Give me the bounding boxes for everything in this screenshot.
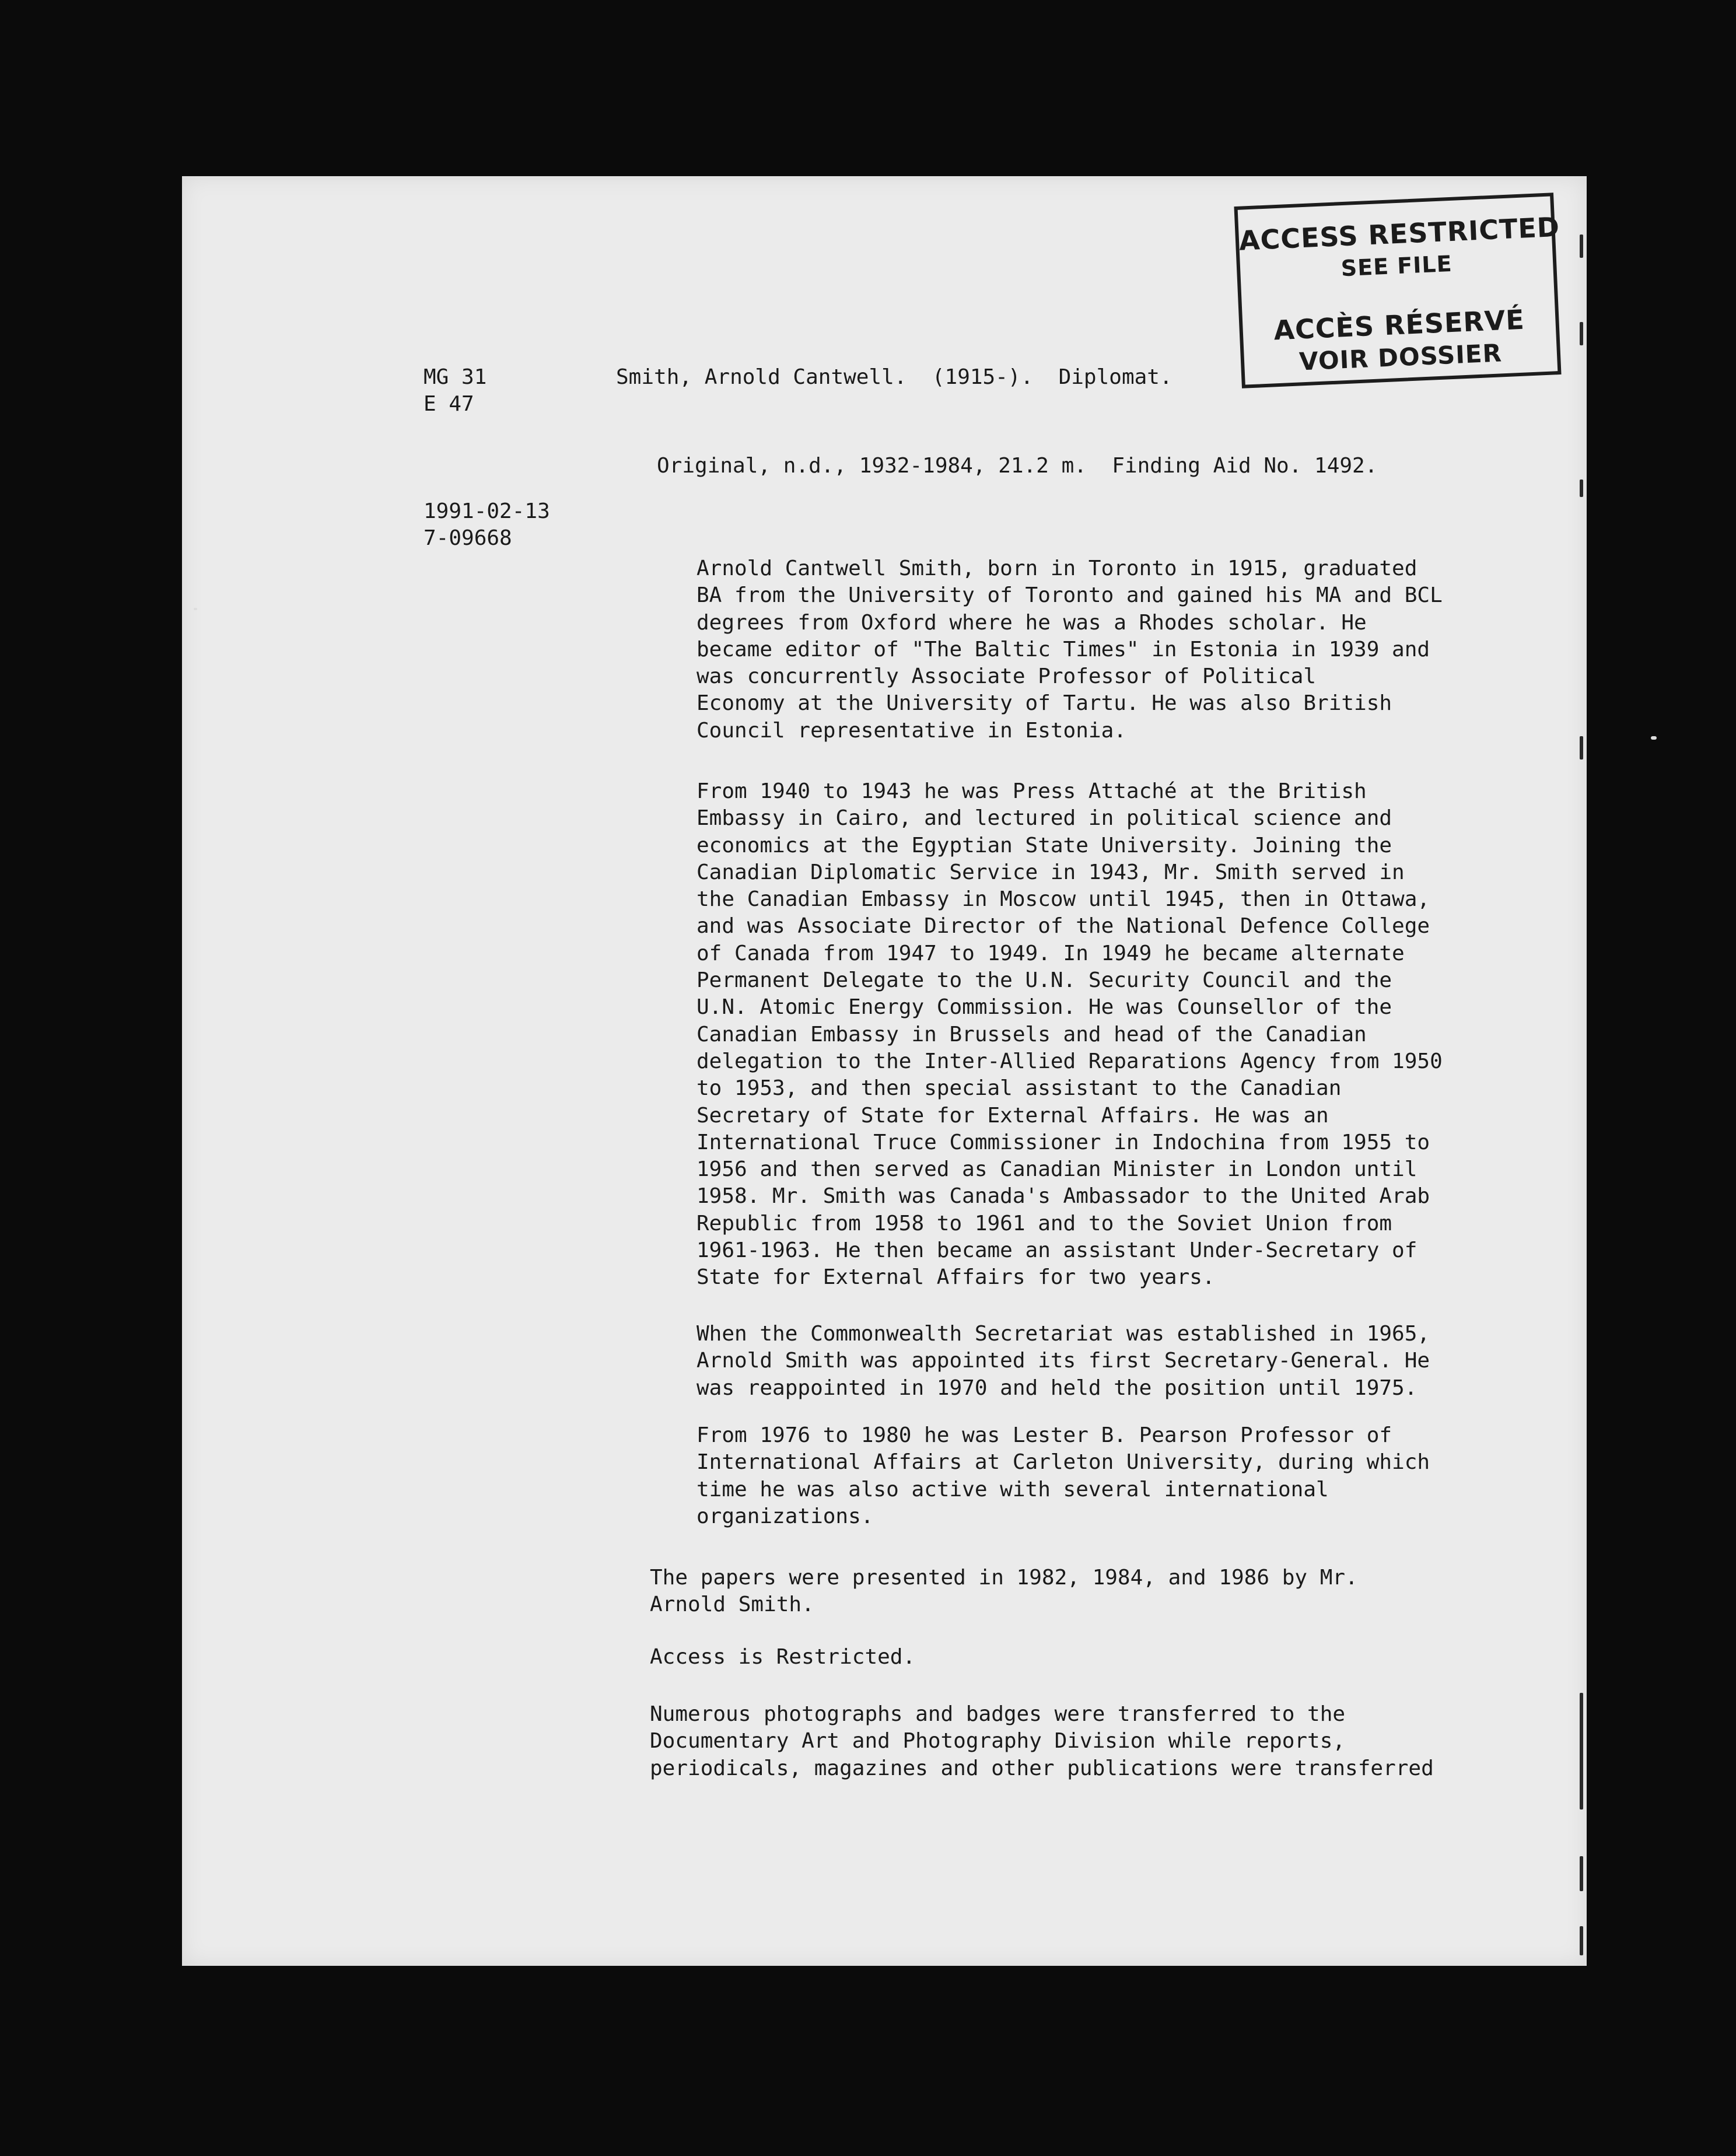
biography-paragraph-3: When the Commonwealth Secretariat was established in 1965, Arnold Smith was appointed its first Secretary-General. He was reappointed in 1970 and held the position until 1975. [696, 1322, 1430, 1400]
dust-speck [194, 608, 197, 610]
stamp-line-4: VOIR DOSSIER [1298, 338, 1503, 376]
edge-mark [1580, 736, 1583, 760]
edge-mark [1580, 1926, 1583, 1955]
edge-mark [1580, 1693, 1583, 1810]
record-title: Smith, Arnold Cantwell. (1915-). Diplomat. [616, 365, 1172, 389]
stamp-line-1: ACCESS RESTRICTED [1238, 211, 1561, 257]
dust-speck [1651, 736, 1657, 740]
fonds-code-line-1: MG 31 [424, 365, 487, 389]
transfer-paragraph: Numerous photographs and badges were transferred to the Documentary Art and Photography Division while reports, periodicals, magazines and other publications were transferred [650, 1702, 1434, 1780]
accession-number: 7-09668 [424, 526, 512, 550]
stamp-line-3: ACCÈS RÉSERVÉ [1273, 303, 1525, 346]
edge-mark [1580, 235, 1583, 258]
biography-paragraph-1: Arnold Cantwell Smith, born in Toronto in 1915, graduated BA from the University of Toronto and gained his MA and BCL degrees from Oxford where he was a Rhodes scholar. He became editor of "The Baltic Times" in Estonia in 1939 and was concurrently Associate Professor of Political Economy at the University of Tartu. He was also British Council representative in Estonia. [696, 556, 1443, 743]
edge-mark [1580, 480, 1583, 497]
provenance-paragraph: The papers were presented in 1982, 1984, and 1986 by Mr. Arnold Smith. [650, 1566, 1358, 1617]
extent-line: Original, n.d., 1932-1984, 21.2 m. Finding Aid No. 1492. [657, 454, 1378, 478]
document-page [182, 176, 1587, 1966]
fonds-code-line-2: E 47 [424, 392, 474, 416]
edge-mark [1580, 322, 1583, 345]
access-paragraph: Access is Restricted. [650, 1645, 916, 1669]
edge-mark [1580, 1856, 1583, 1891]
biography-paragraph-4: From 1976 to 1980 he was Lester B. Pearson Professor of International Affairs at Carleton University, during which time he was also active with several international organizations. [696, 1423, 1430, 1528]
accession-date: 1991-02-13 [424, 499, 550, 523]
stamp-line-2: SEE FILE [1340, 250, 1453, 282]
access-restricted-stamp [1234, 192, 1561, 388]
biography-paragraph-2: From 1940 to 1943 he was Press Attaché at the British Embassy in Cairo, and lectured in political science and economics at the Egyptian State University. Joining the Canadian Diplomatic Service in 1943, Mr. Smith served in the Canadian Embassy in Moscow until 1945, then in Ottawa, and was Associate Director of the National Defence College of Canada from 1947 to 1949. In 1949 he became alternate Permanent Delegate to the U.N. Security Council and the U.N. Atomic Energy Commission. He was Counsellor of the Canadian Embassy in Brussels and head of the Canadian delegation to the Inter-Allied Reparations Agency from 1950 to 1953, and then special assistant to the Canadian Secretary of State for External Affairs. He was an International Truce Commissioner in Indochina from 1955 to 1956 and then served as Canadian Minister in London until 1958. Mr. Smith was Canada's Ambassador to the United Arab Republic from 1958 to 1961 and to the Soviet Union from 1961-1963. He then became an assistant Under-Secretary of State for External Affairs for two years. [696, 779, 1443, 1290]
